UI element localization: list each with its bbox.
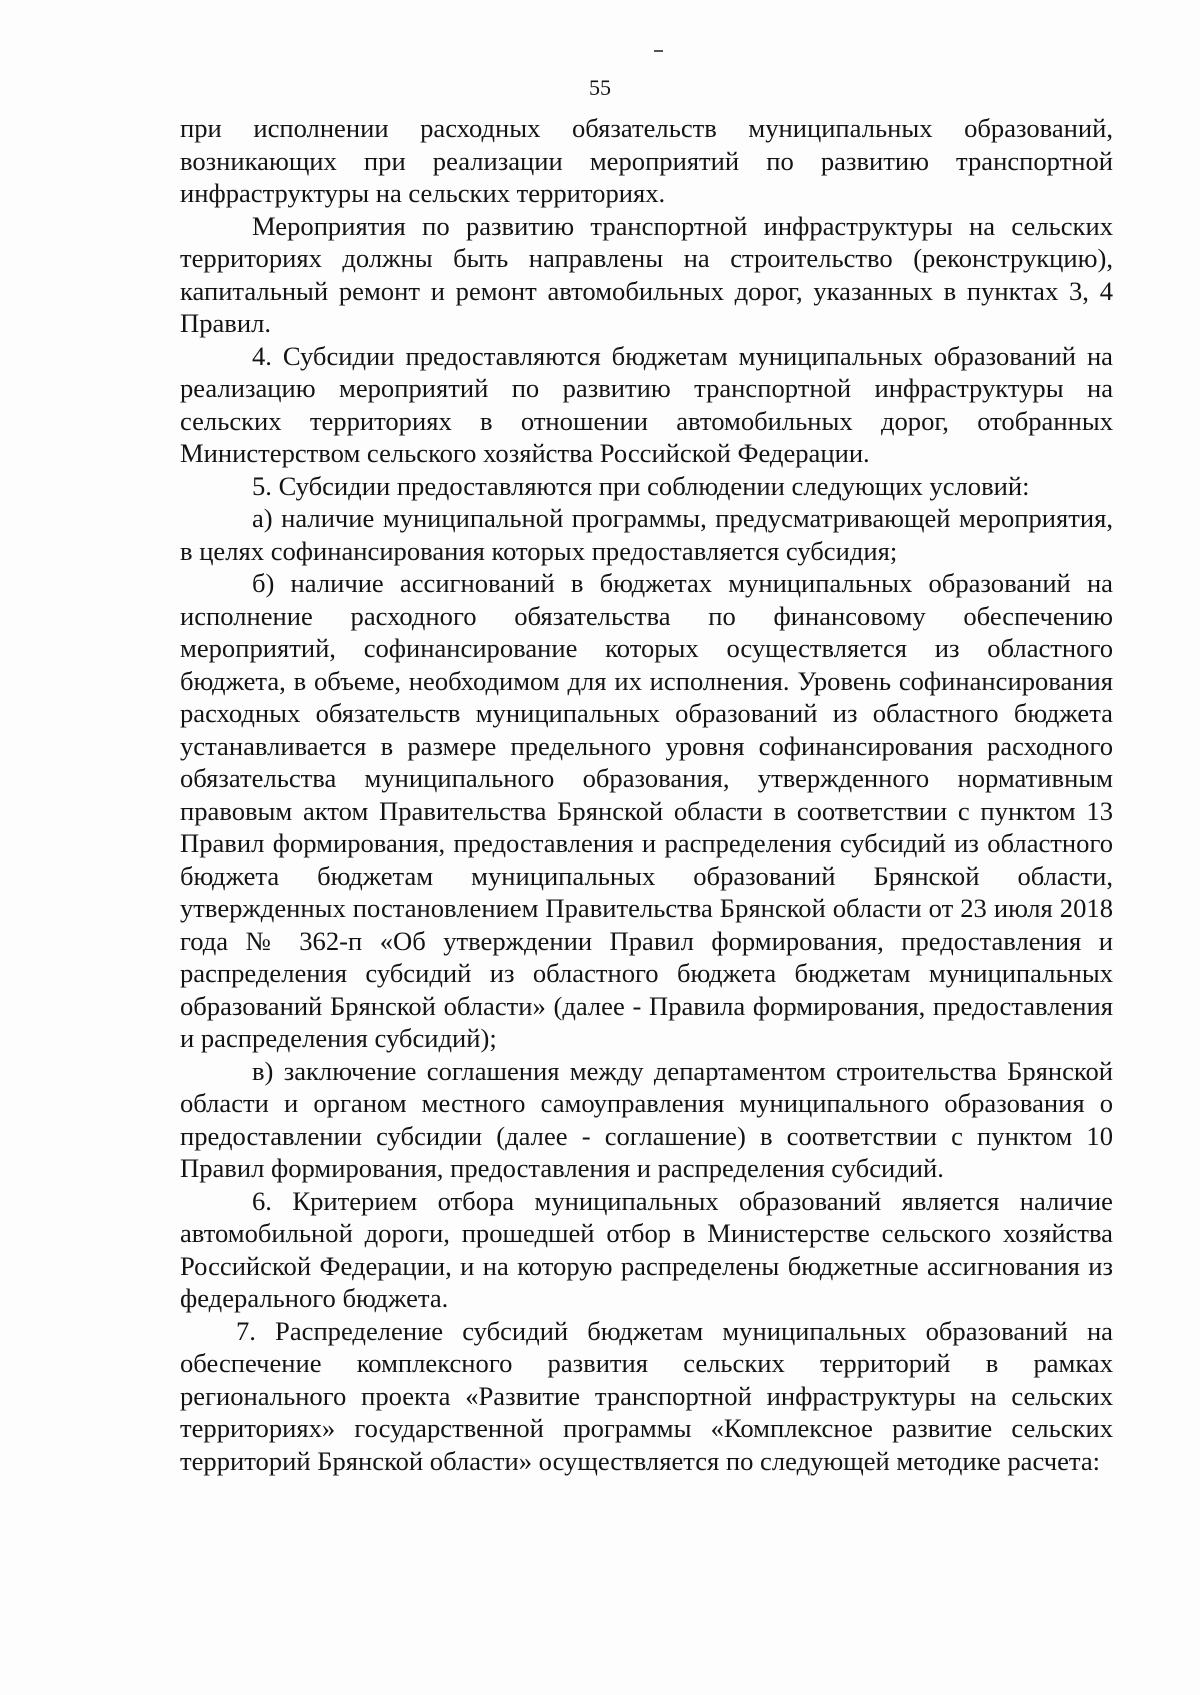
paragraph-item-4: 4. Субсидии предоставляются бюджетам муниципальных образований на реализацию мероприятий по развитию транспортной инфраструктуры на сельских территориях в отношении автомобильных дорог, отобранных Министерством сельского хозяйства Российской Федерации. — [180, 340, 1113, 468]
paragraph-item-5b: б) наличие ассигнований в бюджетах муниципальных образований на исполнение расходного обязательства по финансовому обеспечению мероприятий, софинансирование которых осуществляется из областного бюджета, в объеме, необходимом для их исполнения. Уровень софинансирования расходных обязательств муниципальных образований из областного бюджета устанавливается в размере предельного уровня софинансирования расходного обязательства муниципального образования, утвержденного нормативным правовым актом Правительства Брянской области в соответствии с пунктом 13 Правил формирования, предоставления и распределения субсидий из областного бюджета бюджетам муниципальных образований Брянской области, утвержденных постановлением Правительства Брянской области от 23 июля 2018 года № 362-п «Об утверждении Правил формирования, предоставления и распределения субсидий из областного бюджета бюджетам муниципальных образований Брянской области» (далее - Правила формирования, предоставления и распределения субсидий); — [180, 568, 1113, 1053]
paragraph-item-5v: в) заключение соглашения между департаментом строительства Брянской области и органом местного самоуправления муниципального образования о предоставлении субсидии (далее - соглашение) в соответствии с пунктом 10 Правил формирования, предоставления и распределения субсидий. — [180, 1055, 1113, 1183]
paragraph-item-5: 5. Субсидии предоставляются при соблюдении следующих условий: — [252, 470, 1030, 501]
paragraph-item-6: 6. Критерием отбора муниципальных образований является наличие автомобильной дороги, прошедшей отбор в Министерстве сельского хозяйства Российской Федерации, и на которую распределены бюджетные ассигнования из федерального бюджета. — [180, 1185, 1113, 1313]
scan-mark — [654, 50, 663, 52]
paragraph-item-7: 7. Распределение субсидий бюджетам муниципальных образований на обеспечение комплексного развития сельских территорий в рамках регионального проекта «Развитие транспортной инфраструктуры на сельских территориях» государственной программы «Комплексное развитие сельских территорий Брянской области» осуществляется по следующей методике расчета: — [180, 1315, 1113, 1476]
document-body — [180, 112, 1113, 1477]
paragraph-continuation: при исполнении расходных обязательств муниципальных образований, возникающих при реализации мероприятий по развитию транспортной инфраструктуры на сельских территориях. — [180, 113, 1113, 208]
paragraph-item-5a: а) наличие муниципальной программы, предусматривающей мероприятия, в целях софинансирования которых предоставляется субсидия; — [180, 503, 1113, 566]
paragraph-measures: Мероприятия по развитию транспортной инфраструктуры на сельских территориях должны быть направлены на строительство (реконструкцию), капитальный ремонт и ремонт автомобильных дорог, указанных в пунктах 3, 4 Правил. — [180, 210, 1113, 338]
page-number: 55 — [589, 75, 611, 100]
